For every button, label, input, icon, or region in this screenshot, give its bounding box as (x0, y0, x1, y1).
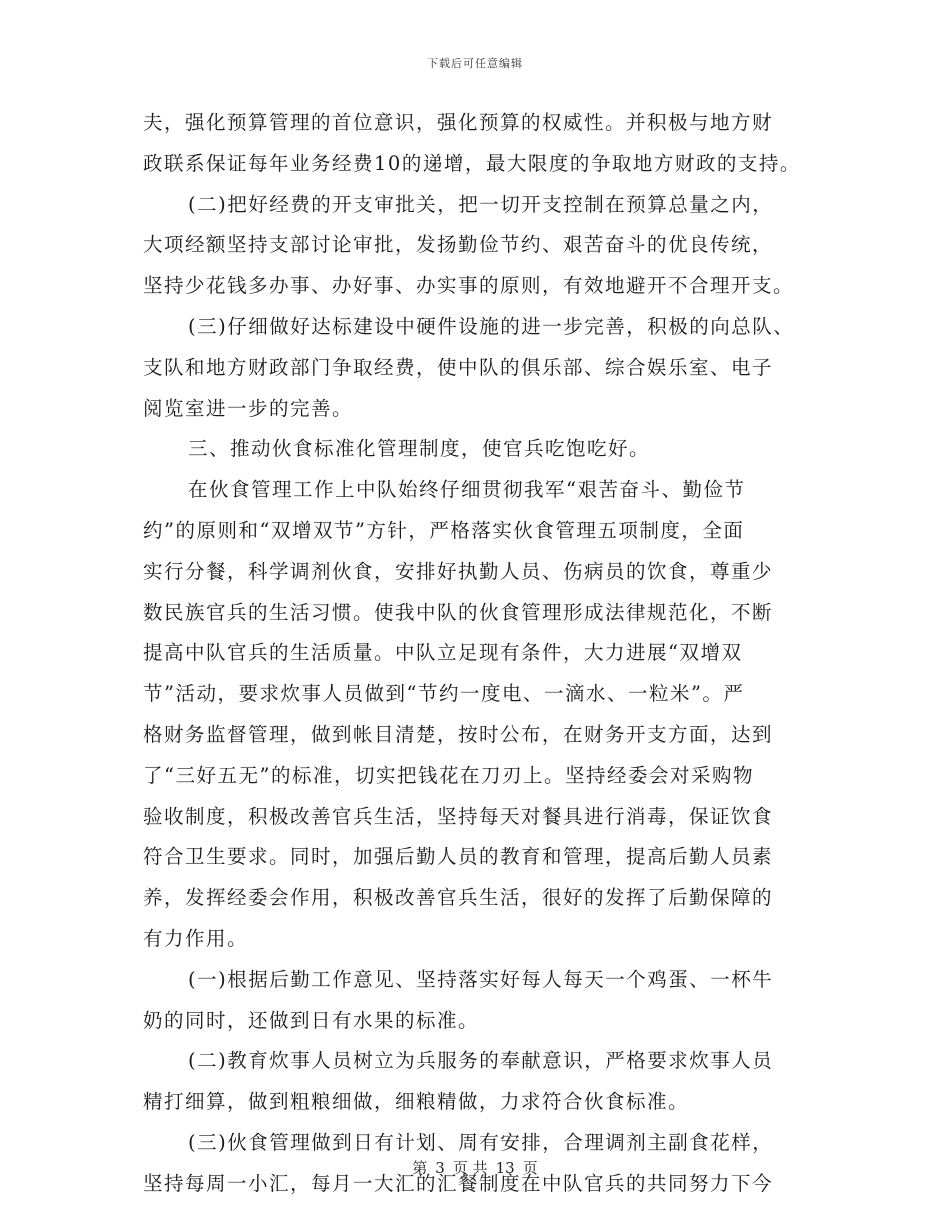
text-line: 奶的同时，还做到日有水果的标准。 (143, 1008, 480, 1032)
footer-total-pages: 13 (495, 1159, 515, 1177)
text-line: 夫，强化预算管理的首位意识，强化预算的权威性。并积极与地方财 (143, 111, 774, 134)
text-line: 坚持少花钱多办事、办好事、办实事的原则，有效地避开不合理开支。 (143, 274, 795, 298)
footer-suffix: 页 (522, 1159, 538, 1177)
text-line: 格财务监督管理，做到帐目清楚，按时公布，在财务开支方面，达到 (143, 722, 774, 746)
page-header: 下载后可任意编辑 (427, 57, 523, 70)
text-line: 精打细算，做到粗粮细做，细粮精做，力求符合伙食标准。 (143, 1090, 690, 1114)
text-line: 实行分餐，科学调剂伙食，安排好执勤人员、伤病员的饮食，尊重少 (143, 559, 774, 583)
text-line: 阅览室进一步的完善。 (143, 396, 354, 420)
text-line: 验收制度，积极改善官兵生活，坚持每天对餐具进行消毒，保证饮食 (143, 804, 774, 828)
text-line: 在伙食管理工作上中队始终仔细贯彻我军“艰苦奋斗、勤俭节 (188, 478, 746, 502)
text-line: 政联系保证每年业务经费10的递增，最大限度的争取地方财政的支持。 (143, 151, 801, 175)
page-footer (0, 1157, 950, 1178)
text-line: 数民族官兵的生活习惯。使我中队的伙食管理形成法律规范化，不断 (143, 600, 774, 624)
text-line: 符合卫生要求。同时，加强后勤人员的教育和管理，提高后勤人员素 (143, 845, 774, 869)
text-line: 节”活动，要求炊事人员做到“节约一度电、一滴水、一粒米”。严 (143, 682, 745, 706)
footer-page-number: 3 (435, 1159, 445, 1177)
text-line: 有力作用。 (143, 926, 249, 950)
text-line: 提高中队官兵的生活质量。中队立足现有条件，大力进展“双增双 (143, 641, 743, 665)
text-line: 了“三好五无”的标准，切实把钱花在刀刃上。坚持经委会对采购物 (143, 763, 754, 787)
text-line: (二)把好经费的开支审批关，把一切开支控制在预算总量之内， (188, 192, 774, 216)
footer-middle: 页 共 (452, 1159, 488, 1177)
text-line: 约”的原则和“双增双节”方针，严格落实伙食管理五项制度，全面 (143, 518, 745, 542)
document-body (143, 103, 823, 1205)
text-line: 坚持每周一小汇，每月一大汇的汇餐制度在中队官兵的共同努力下今 (143, 1171, 774, 1195)
text-line: 养，发挥经委会作用，积极改善官兵生活，很好的发挥了后勤保障的 (143, 886, 774, 910)
text-line: 大项经额坚持支部讨论审批，发扬勤俭节约、艰苦奋斗的优良传统， (143, 233, 774, 257)
footer-prefix: 第 (412, 1159, 428, 1177)
text-line: (一)根据后勤工作意见、坚持落实好每人每天一个鸡蛋、一杯牛 (188, 967, 774, 991)
text-line: 支队和地方财政部门争取经费，使中队的俱乐部、综合娱乐室、电子 (143, 355, 774, 379)
text-line: (三)伙食管理做到日有计划、周有安排，合理调剂主副食花样， (188, 1130, 774, 1154)
text-line: (三)仔细做好达标建设中硬件设施的进一步完善，积极的向总队、 (188, 314, 795, 338)
text-line: (二)教育炊事人员树立为兵服务的奉献意识，严格要求炊事人员 (188, 1049, 774, 1073)
text-line: 三、推动伙食标准化管理制度，使官兵吃饱吃好。 (188, 437, 651, 461)
